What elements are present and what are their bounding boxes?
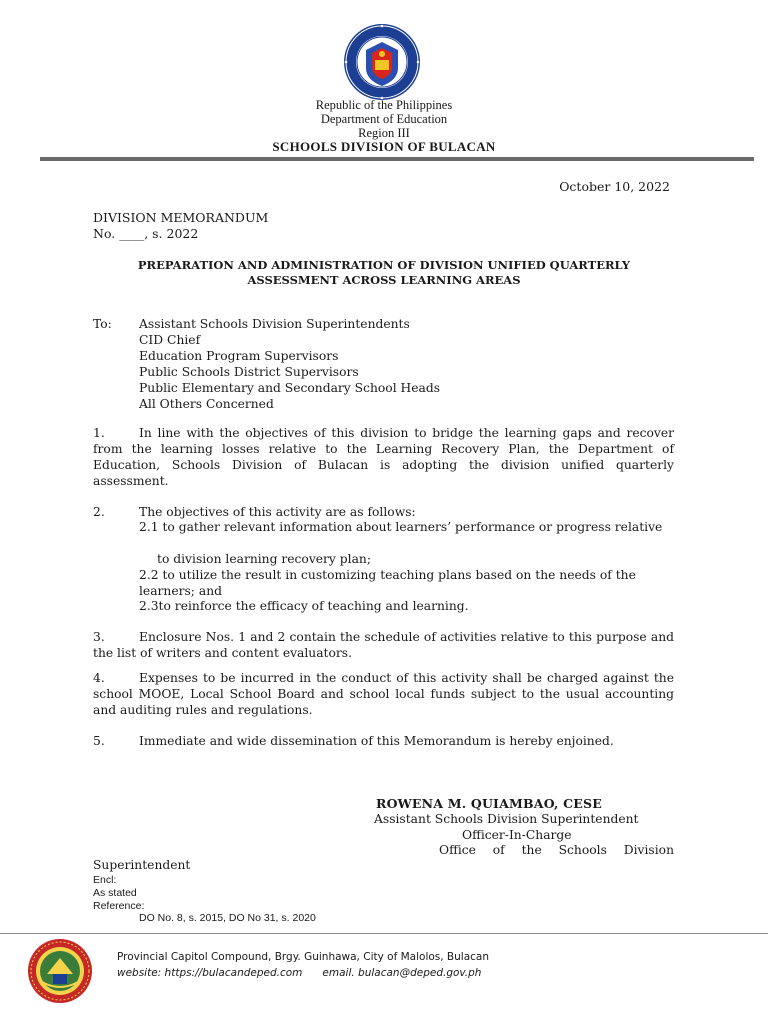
signatory-name: ROWENA M. QUIAMBAO, CESE xyxy=(376,796,602,811)
footer-address: Provincial Capitol Compound, Brgy. Guinhawa, City of Malolos, Bulacan xyxy=(117,951,490,963)
paragraph-text: Immediate and wide dissemination of this Memorandum is hereby enjoined. xyxy=(139,734,614,748)
bulacan-division-logo-icon xyxy=(27,938,93,1004)
recipient-item: Assistant Schools Division Superintendents xyxy=(139,317,410,331)
reference-label: Reference: xyxy=(93,900,145,912)
recipients-label: To: xyxy=(93,317,112,331)
header-department: Department of Education xyxy=(320,112,448,126)
memo-number: No. ____, s. 2022 xyxy=(93,226,199,241)
paragraph-number: 4. xyxy=(93,671,105,685)
objective-3: 2.3to reinforce the efficacy of teaching and learning. xyxy=(139,599,469,613)
paragraph-number: 2. xyxy=(93,505,105,519)
enclosure-value: As stated xyxy=(93,887,137,899)
memo-title-line1: PREPARATION AND ADMINISTRATION OF DIVISION UNIFIED QUARTERLY xyxy=(137,258,631,272)
footer-email[interactable]: email. bulacan@deped.gov.ph xyxy=(322,967,482,979)
paragraph-text: In line with the objectives of this division to bridge the learning gaps and recover from the learning losses relative to the Learning Recovery Plan, the Department of Education, Schools Division of Bulacan is adopting the division unified quarterly assessment. xyxy=(93,426,674,488)
recipient-item: Public Schools District Supervisors xyxy=(139,365,359,379)
header-region: Region III xyxy=(358,126,410,140)
header-country: Republic of the Philippines xyxy=(315,98,453,112)
footer-contact xyxy=(117,967,481,979)
paragraph-text: The objectives of this activity are as follows: xyxy=(139,505,416,519)
paragraph-number: 1. xyxy=(93,426,105,440)
header-divider xyxy=(40,157,754,161)
paragraph-number: 3. xyxy=(93,630,105,644)
recipient-item: CID Chief xyxy=(139,333,201,347)
paragraph-1 xyxy=(93,425,674,489)
recipient-item: Education Program Supervisors xyxy=(139,349,339,363)
footer-website[interactable]: website: https://bulacandeped.com xyxy=(117,967,303,979)
objective-1-continued: to division learning recovery plan; xyxy=(157,552,371,566)
enclosure-label: Encl: xyxy=(93,874,117,886)
signatory-position: Officer-In-Charge xyxy=(462,828,572,842)
paragraph-3 xyxy=(93,629,674,661)
signatory-position: Office of the Schools Division xyxy=(439,843,674,857)
recipient-item: All Others Concerned xyxy=(139,397,274,411)
paragraph-number: 5. xyxy=(93,734,105,748)
memo-type: DIVISION MEMORANDUM xyxy=(93,210,269,225)
paragraph-4 xyxy=(93,670,674,718)
recipient-item: Public Elementary and Secondary School Heads xyxy=(139,381,441,395)
signatory-position: Superintendent xyxy=(93,858,191,872)
paragraph-2 xyxy=(93,504,674,520)
signatory-position: Assistant Schools Division Superintendent xyxy=(374,812,639,826)
deped-seal-icon xyxy=(342,22,422,102)
objective-1: 2.1 to gather relevant information about learners’ performance or progress relative xyxy=(139,520,663,534)
footer-divider xyxy=(0,933,768,934)
paragraph-text: Expenses to be incurred in the conduct of this activity shall be charged against the school MOOE, Local School Board and school local funds subject to the usual accounting and auditing rules and regulations. xyxy=(93,671,674,717)
memo-date: October 10, 2022 xyxy=(559,179,670,194)
objective-2: 2.2 to utilize the result in customizing teaching plans based on the needs of the learners; and xyxy=(139,568,636,598)
recipients-list xyxy=(139,316,440,412)
reference-value: DO No. 8, s. 2015, DO No 31, s. 2020 xyxy=(139,912,316,924)
paragraph-text: Enclosure Nos. 1 and 2 contain the schedule of activities relative to this purpose and the list of writers and content evaluators. xyxy=(93,630,674,660)
paragraph-5 xyxy=(93,733,674,749)
memo-title-line2: ASSESSMENT ACROSS LEARNING AREAS xyxy=(247,273,521,287)
header-division: SCHOOLS DIVISION OF BULACAN xyxy=(272,139,496,154)
